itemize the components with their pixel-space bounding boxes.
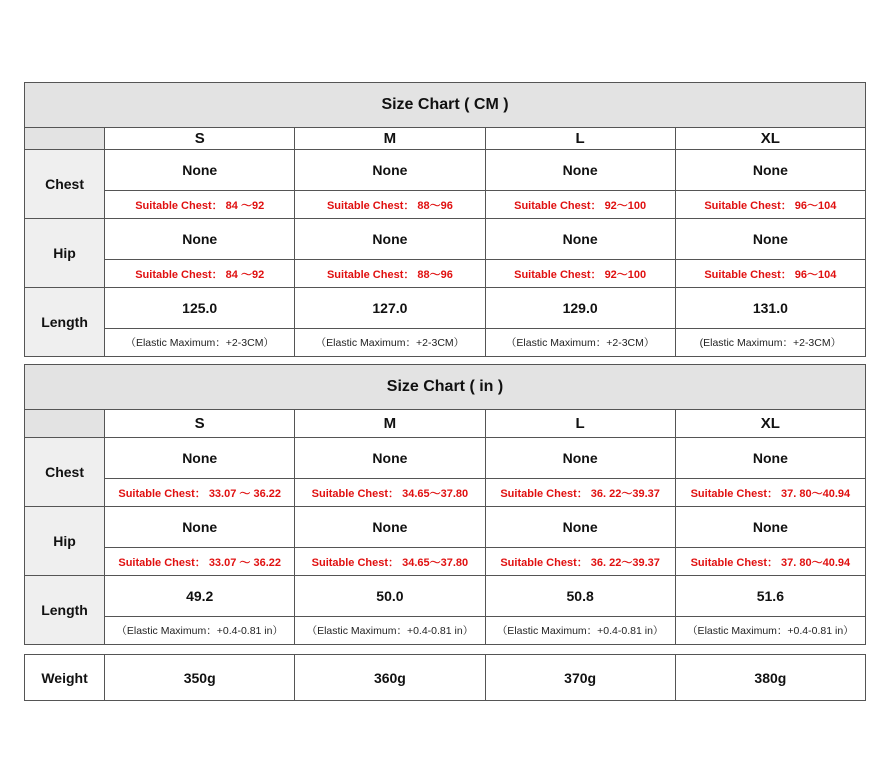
row-label-hip: Hip [25,507,105,576]
length-value: 51.6 [675,576,865,617]
hip-value: None [295,507,485,548]
chest-note: Suitable Chest： 84 ～92 [105,191,295,219]
size-chart-cm-table [24,82,866,357]
size-header-s: S [105,410,295,438]
weight-value: 360g [295,655,485,701]
chest-value: None [485,438,675,479]
hip-value: None [485,507,675,548]
hip-note: Suitable Chest： 88～96 [295,260,485,288]
hip-note: Suitable Chest： 92～100 [485,260,675,288]
hip-value: None [675,507,865,548]
length-value: 50.8 [485,576,675,617]
hip-note: Suitable Chest： 34.65～37.80 [295,548,485,576]
chest-note: Suitable Chest： 37. 80～40.94 [675,479,865,507]
size-header-xl: XL [675,410,865,438]
size-header-l: L [485,410,675,438]
row-label-hip: Hip [25,219,105,288]
chest-note: Suitable Chest： 36. 22～39.37 [485,479,675,507]
row-label-chest: Chest [25,438,105,507]
hip-value: None [675,219,865,260]
table-title: Size Chart ( CM ) [25,83,866,128]
chest-value: None [485,150,675,191]
hip-note: Suitable Chest： 33.07 ～ 36.22 [105,548,295,576]
chest-note: Suitable Chest： 88～96 [295,191,485,219]
size-header-m: M [295,128,485,150]
length-note: （Elastic Maximum：+0.4-0.81 in） [105,617,295,645]
chest-value: None [105,150,295,191]
chest-value: None [105,438,295,479]
hip-note: Suitable Chest： 37. 80～40.94 [675,548,865,576]
length-value: 125.0 [105,288,295,329]
length-note: （Elastic Maximum：+2-3CM） [295,329,485,357]
length-value: 131.0 [675,288,865,329]
hip-note: Suitable Chest： 84 ～92 [105,260,295,288]
length-note: （Elastic Maximum：+0.4-0.81 in） [295,617,485,645]
length-note: （Elastic Maximum：+2-3CM） [485,329,675,357]
length-note: （Elastic Maximum：+0.4-0.81 in） [485,617,675,645]
length-value: 50.0 [295,576,485,617]
header-corner [25,128,105,150]
weight-value: 370g [485,655,675,701]
size-chart-in-table [24,364,866,645]
hip-value: None [485,219,675,260]
length-note: （Elastic Maximum：+2-3CM） [105,329,295,357]
chest-value: None [675,150,865,191]
length-note: （Elastic Maximum：+0.4-0.81 in） [675,617,865,645]
header-corner [25,410,105,438]
size-header-s: S [105,128,295,150]
weight-table [24,654,866,701]
length-value: 129.0 [485,288,675,329]
weight-value: 350g [105,655,295,701]
hip-value: None [105,507,295,548]
size-header-xl: XL [675,128,865,150]
length-value: 49.2 [105,576,295,617]
chest-value: None [675,438,865,479]
chest-value: None [295,438,485,479]
length-value: 127.0 [295,288,485,329]
length-note: (Elastic Maximum：+2-3CM） [675,329,865,357]
chest-value: None [295,150,485,191]
weight-value: 380g [675,655,865,701]
chest-note: Suitable Chest： 92～100 [485,191,675,219]
row-label-length: Length [25,288,105,357]
table-title: Size Chart ( in ) [25,365,866,410]
hip-value: None [105,219,295,260]
hip-value: None [295,219,485,260]
chest-note: Suitable Chest： 96～104 [675,191,865,219]
hip-note: Suitable Chest： 36. 22～39.37 [485,548,675,576]
row-label-length: Length [25,576,105,645]
size-header-l: L [485,128,675,150]
chest-note: Suitable Chest： 34.65～37.80 [295,479,485,507]
hip-note: Suitable Chest： 96～104 [675,260,865,288]
row-label-weight: Weight [25,655,105,701]
row-label-chest: Chest [25,150,105,219]
size-header-m: M [295,410,485,438]
chest-note: Suitable Chest： 33.07 ～ 36.22 [105,479,295,507]
